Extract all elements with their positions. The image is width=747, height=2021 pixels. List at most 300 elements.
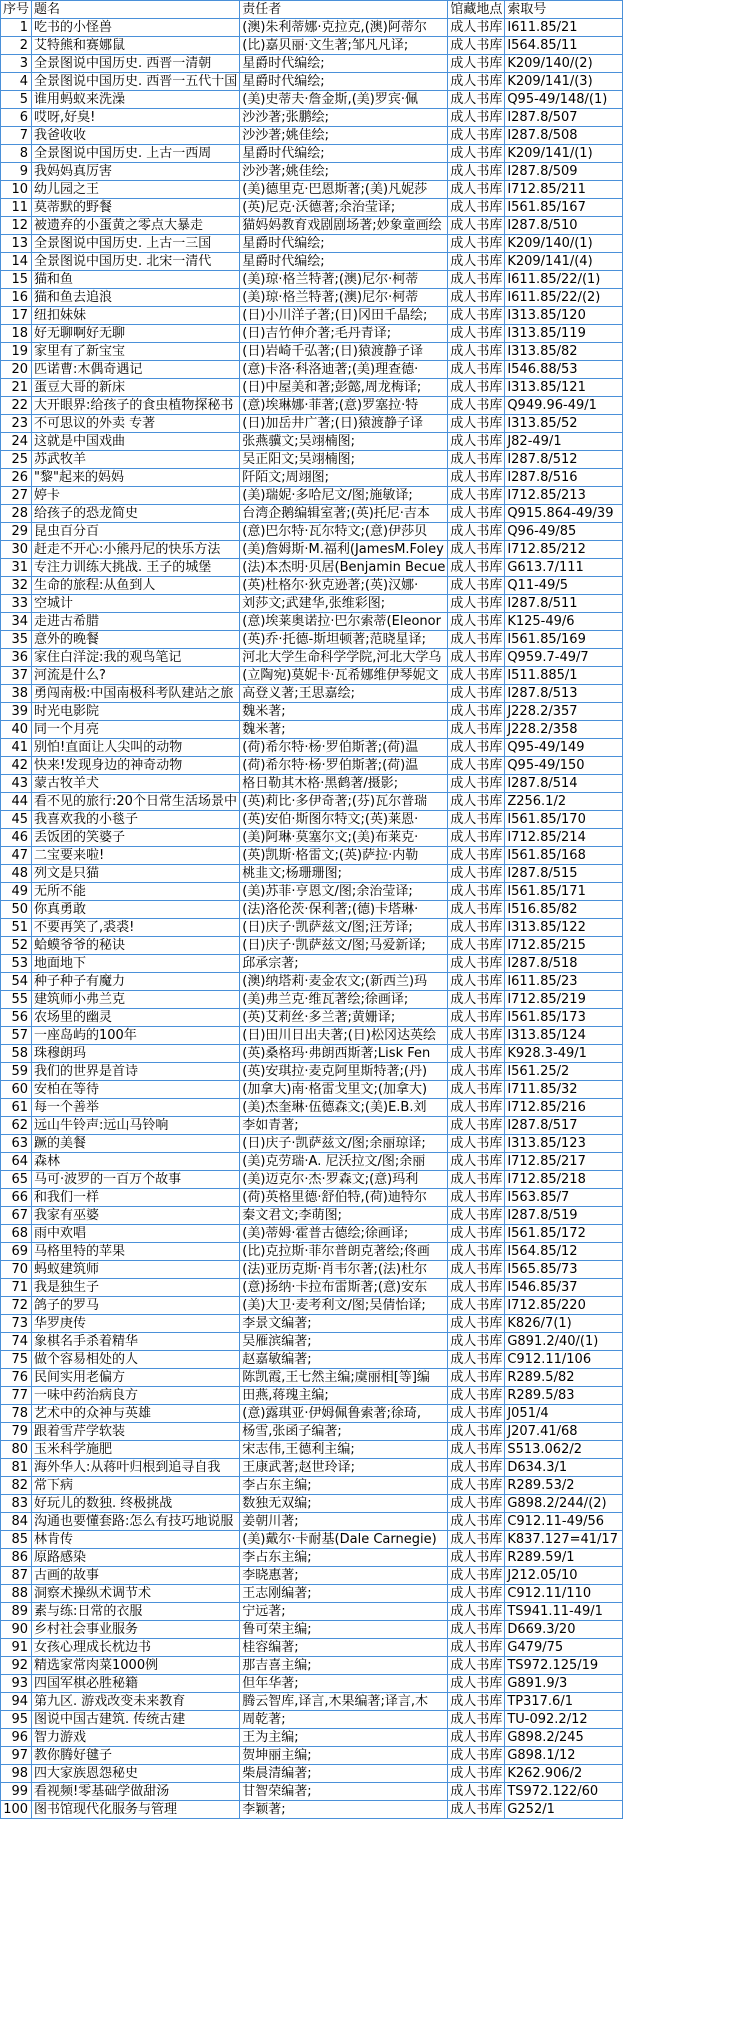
row-seq: 68 (1, 1225, 32, 1243)
row-title: 时光电影院 (32, 703, 240, 721)
row-seq: 88 (1, 1585, 32, 1603)
row-author: 甘智荣编著; (240, 1783, 448, 1801)
row-author: (法)本杰明·贝居(Benjamin Becue (240, 559, 448, 577)
row-location: 成人书库 (448, 829, 505, 847)
row-title: 蒙古牧羊犬 (32, 775, 240, 793)
row-title: 民间实用老偏方 (32, 1369, 240, 1387)
row-title: "黎"起来的妈妈 (32, 469, 240, 487)
row-seq: 53 (1, 955, 32, 973)
row-location: 成人书库 (448, 1171, 505, 1189)
row-seq: 5 (1, 91, 32, 109)
row-seq: 37 (1, 667, 32, 685)
row-title: 被遗弃的小蛋黄之零点大暴走 (32, 217, 240, 235)
row-location: 成人书库 (448, 685, 505, 703)
row-location: 成人书库 (448, 1063, 505, 1081)
row-location: 成人书库 (448, 91, 505, 109)
header-location: 馆藏地点 (448, 1, 505, 19)
row-seq: 65 (1, 1171, 32, 1189)
row-location: 成人书库 (448, 1747, 505, 1765)
row-callnumber: C912.11/110 (505, 1585, 623, 1603)
row-location: 成人书库 (448, 1189, 505, 1207)
row-title: 图说中国古建筑. 传统古建 (32, 1711, 240, 1729)
row-author: (意)卡洛·科洛迪著;(美)理查德· (240, 361, 448, 379)
table-row (1, 433, 623, 451)
row-title: 你真勇敢 (32, 901, 240, 919)
row-author: 张燕骥文;吴翊楠图; (240, 433, 448, 451)
row-author: 那吉喜主编; (240, 1657, 448, 1675)
row-author: (日)吉竹伸介著;毛丹青译; (240, 325, 448, 343)
row-author: (美)琼·格兰特著;(澳)尼尔·柯蒂 (240, 289, 448, 307)
row-seq: 54 (1, 973, 32, 991)
row-title: 素与练:日常的衣服 (32, 1603, 240, 1621)
table-row (1, 379, 623, 397)
row-callnumber: I511.885/1 (505, 667, 623, 685)
row-location: 成人书库 (448, 1243, 505, 1261)
row-location: 成人书库 (448, 847, 505, 865)
row-callnumber: TS972.122/60 (505, 1783, 623, 1801)
row-author: (日)加岳井广著;(日)猿渡静子译 (240, 415, 448, 433)
row-location: 成人书库 (448, 379, 505, 397)
row-location: 成人书库 (448, 361, 505, 379)
row-location: 成人书库 (448, 1783, 505, 1801)
row-seq: 52 (1, 937, 32, 955)
row-author: 李占东主编; (240, 1477, 448, 1495)
row-title: 精选家常肉菜1000例 (32, 1657, 240, 1675)
row-author: (意)扬纳·卡拉布雷斯著;(意)安东 (240, 1279, 448, 1297)
row-callnumber: R289.53/2 (505, 1477, 623, 1495)
row-seq: 31 (1, 559, 32, 577)
table-row (1, 1063, 623, 1081)
row-seq: 83 (1, 1495, 32, 1513)
row-location: 成人书库 (448, 649, 505, 667)
row-author: 魏米著; (240, 721, 448, 739)
row-title: 森林 (32, 1153, 240, 1171)
row-location: 成人书库 (448, 1351, 505, 1369)
row-title: 每一个善举 (32, 1099, 240, 1117)
row-callnumber: I561.85/171 (505, 883, 623, 901)
row-author: 宋志伟,王德利主编; (240, 1441, 448, 1459)
row-title: 和我们一样 (32, 1189, 240, 1207)
row-title: 列文是只猫 (32, 865, 240, 883)
row-title: 同一个月亮 (32, 721, 240, 739)
row-title: 蛤蟆爷爷的秘诀 (32, 937, 240, 955)
row-seq: 79 (1, 1423, 32, 1441)
row-location: 成人书库 (448, 1801, 505, 1819)
row-callnumber: J051/4 (505, 1405, 623, 1423)
table-row (1, 757, 623, 775)
row-callnumber: R289.5/82 (505, 1369, 623, 1387)
table-row (1, 523, 623, 541)
table-row (1, 1621, 623, 1639)
row-seq: 69 (1, 1243, 32, 1261)
row-title: 乡村社会事业服务 (32, 1621, 240, 1639)
row-author: (美)蒂姆·霍普古德绘;徐画译; (240, 1225, 448, 1243)
row-callnumber: Z256.1/2 (505, 793, 623, 811)
row-seq: 94 (1, 1693, 32, 1711)
row-title: 苏武牧羊 (32, 451, 240, 469)
row-location: 成人书库 (448, 235, 505, 253)
row-seq: 34 (1, 613, 32, 631)
row-title: 图书馆现代化服务与管理 (32, 1801, 240, 1819)
row-author: (英)尼克·沃德著;余治莹译; (240, 199, 448, 217)
row-title: 看视频!零基础学做甜汤 (32, 1783, 240, 1801)
row-title: 我喜欢我的小毯子 (32, 811, 240, 829)
row-location: 成人书库 (448, 955, 505, 973)
row-callnumber: I287.8/511 (505, 595, 623, 613)
row-seq: 78 (1, 1405, 32, 1423)
row-title: 沟通也要懂套路:怎么有技巧地说服 (32, 1513, 240, 1531)
row-location: 成人书库 (448, 1387, 505, 1405)
row-location: 成人书库 (448, 1495, 505, 1513)
table-row (1, 649, 623, 667)
row-author: (日)小川洋子著;(日)冈田千晶绘; (240, 307, 448, 325)
row-title: 建筑师小弗兰克 (32, 991, 240, 1009)
row-callnumber: R289.5/83 (505, 1387, 623, 1405)
table-row (1, 1315, 623, 1333)
row-title: 全景图说中国历史. 西晋一五代十国 (32, 73, 240, 91)
table-row (1, 811, 623, 829)
table-row (1, 631, 623, 649)
row-location: 成人书库 (448, 991, 505, 1009)
row-author: (英)凯斯·格雷文;(英)萨拉·内勒 (240, 847, 448, 865)
row-location: 成人书库 (448, 1315, 505, 1333)
row-title: 全景图说中国历史. 上古一西周 (32, 145, 240, 163)
row-author: (美)大卫·麦考利文/图;吴倩怡译; (240, 1297, 448, 1315)
row-author: (英)莉比·多伊奇著;(芬)瓦尔普瑞 (240, 793, 448, 811)
row-callnumber: I313.85/120 (505, 307, 623, 325)
table-row (1, 1801, 623, 1819)
row-seq: 39 (1, 703, 32, 721)
row-author: (法)亚历克斯·肖韦尔著;(法)杜尔 (240, 1261, 448, 1279)
row-seq: 55 (1, 991, 32, 1009)
row-location: 成人书库 (448, 1729, 505, 1747)
row-title: 地面地下 (32, 955, 240, 973)
row-author: (美)克劳瑞·A. 尼沃拉文/图;余丽 (240, 1153, 448, 1171)
row-title: 这就是中国戏曲 (32, 433, 240, 451)
row-author: 杨雪,张函子编著; (240, 1423, 448, 1441)
header-row (1, 1, 623, 19)
row-seq: 18 (1, 325, 32, 343)
table-row (1, 1369, 623, 1387)
table-row (1, 181, 623, 199)
row-location: 成人书库 (448, 505, 505, 523)
table-row (1, 253, 623, 271)
row-callnumber: G613.7/111 (505, 559, 623, 577)
table-row (1, 487, 623, 505)
table-row (1, 73, 623, 91)
table-row (1, 145, 623, 163)
row-location: 成人书库 (448, 469, 505, 487)
row-callnumber: I711.85/32 (505, 1081, 623, 1099)
row-title: 快来!发现身边的神奇动物 (32, 757, 240, 775)
row-title: 空城计 (32, 595, 240, 613)
row-seq: 48 (1, 865, 32, 883)
row-title: 猫和鱼 (32, 271, 240, 289)
row-callnumber: K209/141/(3) (505, 73, 623, 91)
row-seq: 33 (1, 595, 32, 613)
row-seq: 91 (1, 1639, 32, 1657)
row-callnumber: I561.85/172 (505, 1225, 623, 1243)
row-callnumber: J207.41/68 (505, 1423, 623, 1441)
row-seq: 3 (1, 55, 32, 73)
row-location: 成人书库 (448, 1477, 505, 1495)
table-row (1, 739, 623, 757)
row-seq: 41 (1, 739, 32, 757)
row-author: 吴雁滨编著; (240, 1333, 448, 1351)
row-seq: 85 (1, 1531, 32, 1549)
row-callnumber: G891.9/3 (505, 1675, 623, 1693)
row-callnumber: I564.85/11 (505, 37, 623, 55)
table-row (1, 37, 623, 55)
table-row (1, 973, 623, 991)
row-author: (加拿大)南·格雷戈里文;(加拿大) (240, 1081, 448, 1099)
row-author: 格日勒其木格·黑鹤著/摄影; (240, 775, 448, 793)
row-seq: 20 (1, 361, 32, 379)
row-title: 蛋豆大哥的新床 (32, 379, 240, 397)
row-seq: 6 (1, 109, 32, 127)
row-location: 成人书库 (448, 721, 505, 739)
row-callnumber: I611.85/22/(1) (505, 271, 623, 289)
row-location: 成人书库 (448, 811, 505, 829)
row-callnumber: K262.906/2 (505, 1765, 623, 1783)
row-title: 专注力训练大挑战. 王子的城堡 (32, 559, 240, 577)
row-callnumber: I546.85/37 (505, 1279, 623, 1297)
row-callnumber: I712.85/215 (505, 937, 623, 955)
row-title: 好无聊啊好无聊 (32, 325, 240, 343)
row-location: 成人书库 (448, 559, 505, 577)
row-author: 桂容编著; (240, 1639, 448, 1657)
row-seq: 82 (1, 1477, 32, 1495)
header-author: 责任者 (240, 1, 448, 19)
row-callnumber: I287.8/512 (505, 451, 623, 469)
row-callnumber: I313.85/82 (505, 343, 623, 361)
table-row (1, 901, 623, 919)
table-row (1, 1747, 623, 1765)
table-row (1, 469, 623, 487)
table-row (1, 955, 623, 973)
table-row (1, 721, 623, 739)
table-row (1, 595, 623, 613)
table-row (1, 991, 623, 1009)
row-title: 雨中欢唱 (32, 1225, 240, 1243)
row-author: 周乾著; (240, 1711, 448, 1729)
table-row (1, 217, 623, 235)
row-title: 谁用蚂蚁来洗澡 (32, 91, 240, 109)
row-location: 成人书库 (448, 757, 505, 775)
row-title: 生命的旅程:从鱼到人 (32, 577, 240, 595)
row-callnumber: I611.85/23 (505, 973, 623, 991)
table-row (1, 793, 623, 811)
table-row (1, 1207, 623, 1225)
row-author: 陈凯霞,王七然主编;虞丽相[等]编 (240, 1369, 448, 1387)
row-callnumber: D669.3/20 (505, 1621, 623, 1639)
row-callnumber: S513.062/2 (505, 1441, 623, 1459)
row-title: 吃书的小怪兽 (32, 19, 240, 37)
row-title: 好玩儿的数独. 终极挑战 (32, 1495, 240, 1513)
row-seq: 23 (1, 415, 32, 433)
row-title: 家住白洋淀:我的观鸟笔记 (32, 649, 240, 667)
row-title: 纽扣妹妹 (32, 307, 240, 325)
row-seq: 36 (1, 649, 32, 667)
row-title: 意外的晚餐 (32, 631, 240, 649)
row-callnumber: J228.2/357 (505, 703, 623, 721)
table-row (1, 919, 623, 937)
row-title: 勇闯南极:中国南极科考队建站之旅 (32, 685, 240, 703)
table-row (1, 1099, 623, 1117)
row-seq: 80 (1, 1441, 32, 1459)
row-callnumber: TS972.125/19 (505, 1657, 623, 1675)
row-author: 姜朝川著; (240, 1513, 448, 1531)
row-location: 成人书库 (448, 415, 505, 433)
table-row (1, 109, 623, 127)
row-seq: 27 (1, 487, 32, 505)
row-location: 成人书库 (448, 217, 505, 235)
row-seq: 8 (1, 145, 32, 163)
row-author: 星爵时代编绘; (240, 235, 448, 253)
row-location: 成人书库 (448, 703, 505, 721)
row-location: 成人书库 (448, 199, 505, 217)
row-seq: 38 (1, 685, 32, 703)
row-author: (美)琼·格兰特著;(澳)尼尔·柯蒂 (240, 271, 448, 289)
row-seq: 67 (1, 1207, 32, 1225)
row-title: 全景图说中国历史. 北宋一清代 (32, 253, 240, 271)
row-callnumber: I287.8/507 (505, 109, 623, 127)
row-author: 但年华著; (240, 1675, 448, 1693)
row-callnumber: I313.85/122 (505, 919, 623, 937)
row-callnumber: I287.8/516 (505, 469, 623, 487)
row-location: 成人书库 (448, 37, 505, 55)
row-seq: 56 (1, 1009, 32, 1027)
row-location: 成人书库 (448, 541, 505, 559)
row-callnumber: K826/7(1) (505, 1315, 623, 1333)
row-callnumber: I287.8/515 (505, 865, 623, 883)
row-location: 成人书库 (448, 271, 505, 289)
row-location: 成人书库 (448, 1459, 505, 1477)
table-row (1, 1567, 623, 1585)
row-author: (美)德里克·巴恩斯著;(美)凡妮莎 (240, 181, 448, 199)
table-row (1, 1477, 623, 1495)
table-row (1, 505, 623, 523)
row-callnumber: I564.85/12 (505, 1243, 623, 1261)
row-title: 原路感染 (32, 1549, 240, 1567)
table-row (1, 127, 623, 145)
row-callnumber: I563.85/7 (505, 1189, 623, 1207)
row-title: 我爸收收 (32, 127, 240, 145)
row-title: 丢饭团的笑婆子 (32, 829, 240, 847)
row-title: 海外华人:从蒋叶归根到追寻自我 (32, 1459, 240, 1477)
row-location: 成人书库 (448, 1603, 505, 1621)
table-row (1, 1495, 623, 1513)
row-title: 四国军棋必胜秘籍 (32, 1675, 240, 1693)
row-title: 跟着雪芹学软装 (32, 1423, 240, 1441)
row-location: 成人书库 (448, 487, 505, 505)
table-row (1, 865, 623, 883)
row-author: 李占东主编; (240, 1549, 448, 1567)
row-callnumber: J228.2/358 (505, 721, 623, 739)
row-author: (英)杜格尔·狄克逊著;(英)汉娜· (240, 577, 448, 595)
row-author: 柴晨清编著; (240, 1765, 448, 1783)
row-callnumber: I287.8/518 (505, 955, 623, 973)
row-seq: 40 (1, 721, 32, 739)
table-row (1, 883, 623, 901)
row-author: 高登义著;王思嘉绘; (240, 685, 448, 703)
table-row (1, 1603, 623, 1621)
row-callnumber: G252/1 (505, 1801, 623, 1819)
row-callnumber: I287.8/517 (505, 1117, 623, 1135)
table-row (1, 19, 623, 37)
row-callnumber: Q949.96-49/1 (505, 397, 623, 415)
row-seq: 26 (1, 469, 32, 487)
row-callnumber: I712.85/211 (505, 181, 623, 199)
row-title: 全景图说中国历史. 上古一三国 (32, 235, 240, 253)
table-row (1, 1243, 623, 1261)
row-location: 成人书库 (448, 397, 505, 415)
row-author: (英)艾莉丝·多兰著;黄姗译; (240, 1009, 448, 1027)
row-title: 古画的故事 (32, 1567, 240, 1585)
row-location: 成人书库 (448, 1531, 505, 1549)
row-location: 成人书库 (448, 145, 505, 163)
table-row (1, 415, 623, 433)
row-author: 沙沙著;姚佳绘; (240, 127, 448, 145)
row-seq: 89 (1, 1603, 32, 1621)
row-title: 全景图说中国历史. 西晋一清朝 (32, 55, 240, 73)
row-callnumber: I565.85/73 (505, 1261, 623, 1279)
row-title: 我妈妈真厉害 (32, 163, 240, 181)
row-seq: 42 (1, 757, 32, 775)
row-title: 四大家族恩怨秘史 (32, 1765, 240, 1783)
table-row (1, 1117, 623, 1135)
row-location: 成人书库 (448, 1225, 505, 1243)
row-location: 成人书库 (448, 1117, 505, 1135)
row-location: 成人书库 (448, 1027, 505, 1045)
row-location: 成人书库 (448, 55, 505, 73)
row-seq: 59 (1, 1063, 32, 1081)
row-title: 常下病 (32, 1477, 240, 1495)
row-location: 成人书库 (448, 325, 505, 343)
row-author: 贺坤丽主编; (240, 1747, 448, 1765)
row-seq: 43 (1, 775, 32, 793)
row-location: 成人书库 (448, 1261, 505, 1279)
row-title: 我们的世界是首诗 (32, 1063, 240, 1081)
row-location: 成人书库 (448, 1135, 505, 1153)
row-callnumber: I712.85/214 (505, 829, 623, 847)
row-callnumber: I712.85/220 (505, 1297, 623, 1315)
row-callnumber: G898.1/12 (505, 1747, 623, 1765)
row-location: 成人书库 (448, 1045, 505, 1063)
row-seq: 93 (1, 1675, 32, 1693)
row-callnumber: I313.85/124 (505, 1027, 623, 1045)
row-callnumber: I712.85/217 (505, 1153, 623, 1171)
row-title: 华罗庚传 (32, 1315, 240, 1333)
table-row (1, 1279, 623, 1297)
row-author: (美)瑞妮·多哈尼文/图;施敏译; (240, 487, 448, 505)
row-author: 河北大学生命科学学院,河北大学乌 (240, 649, 448, 667)
row-callnumber: I287.8/509 (505, 163, 623, 181)
table-row (1, 1585, 623, 1603)
row-seq: 75 (1, 1351, 32, 1369)
row-callnumber: I712.85/213 (505, 487, 623, 505)
row-author: (意)巴尔特·瓦尔特文;(意)伊莎贝 (240, 523, 448, 541)
row-author: 星爵时代编绘; (240, 253, 448, 271)
row-callnumber: TU-092.2/12 (505, 1711, 623, 1729)
row-seq: 57 (1, 1027, 32, 1045)
row-author: 数独无双编; (240, 1495, 448, 1513)
row-title: 看不见的旅行:20个日常生活场景中 (32, 793, 240, 811)
row-seq: 61 (1, 1099, 32, 1117)
row-title: 蹶的美餐 (32, 1135, 240, 1153)
row-seq: 1 (1, 19, 32, 37)
table-row (1, 1081, 623, 1099)
